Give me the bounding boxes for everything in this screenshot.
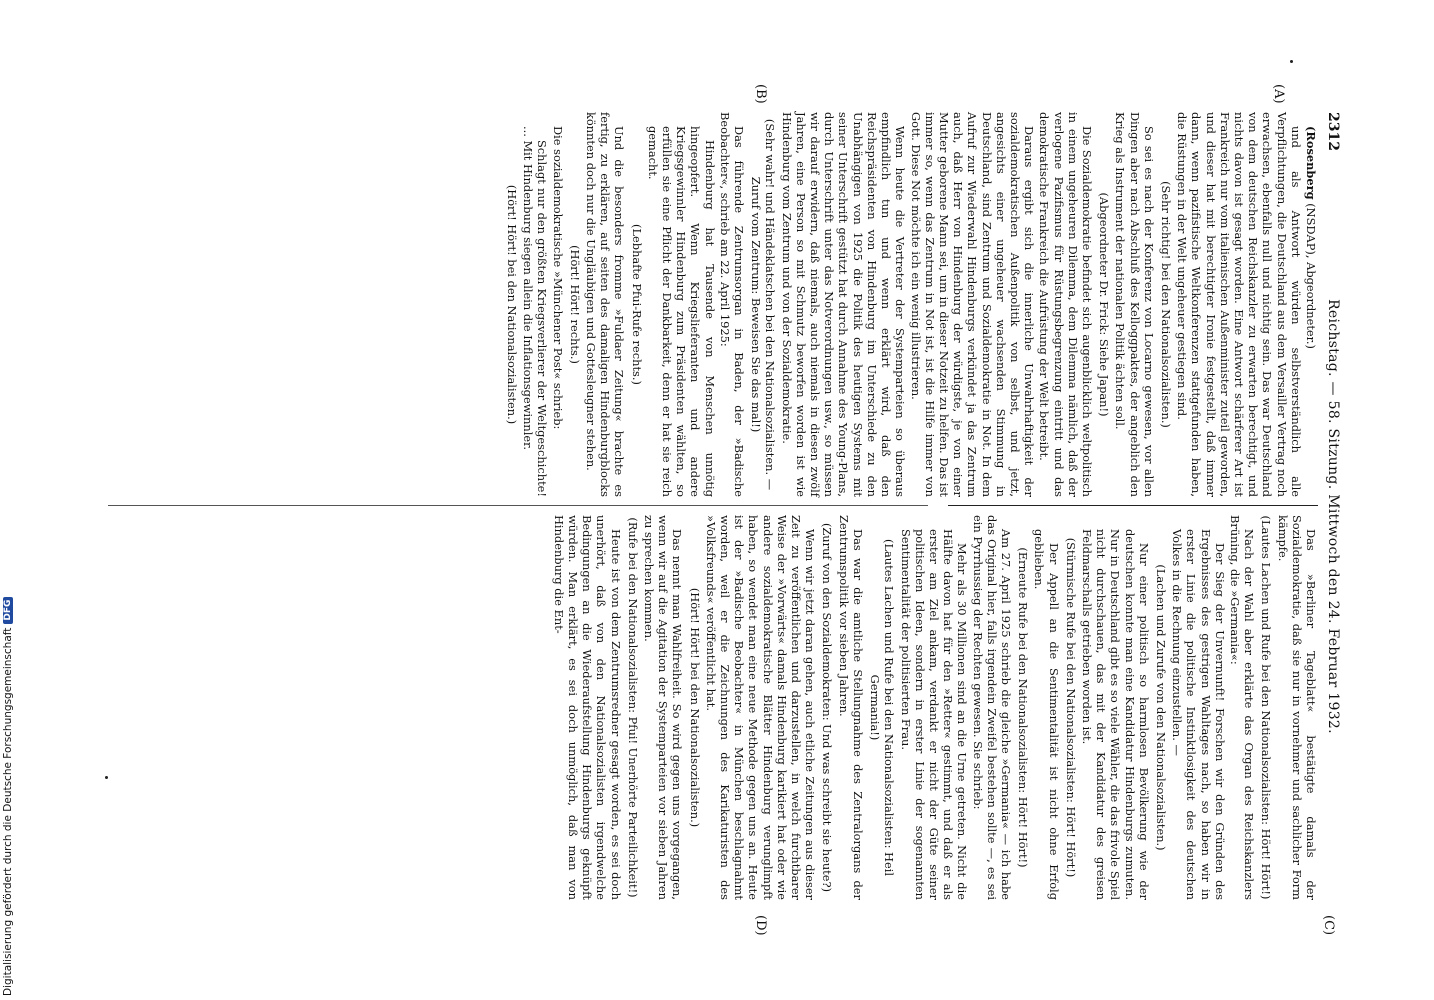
paragraph-text: Heute ist von dem Zentrumsredner gesagt worden, es sei doch unerhört, daß von den Nationalsozialisten irgendwelche Bedingungen an die Wiederaufstellung Hindenburgs geknüpft würden. Man erklärt, es sei doch unmöglich, daß man von Hindenburg die Ent- (551, 515, 623, 900)
speech-paragraph (1275, 515, 1318, 900)
right-column (551, 515, 1318, 900)
paragraph-text: Die sozialdemokratische »Münchener Post« schrieb: (550, 126, 565, 430)
paragraph-text: (Lachen und Zurufe von den Nationalsozialisten.) (1153, 564, 1168, 851)
stage-direction (626, 515, 640, 900)
stage-direction (820, 515, 834, 900)
page-header (1322, 112, 1344, 912)
paragraph-text: Wenn wir jetzt daran gehen, auch etliche Zeitungen aus dieser Zeit zu veröffentlichen und darzustellen, in welch furchtbarer Weise der »Vorwärts« damals Hindenburg karikiert hat oder wie andere sozialdemokratische Blätter Hindenburg verunglimpft haben, so wendet man eine neue Methode gegen uns an. Heute ist der »Badische Beobachter« in München beschlagnahmt worden, weil er die Zeichnungen des Karikaturisten des »Volksfreunds« veröffentlicht hat. (703, 515, 818, 900)
paragraph-text: (Stürmische Rufe bei den Nationalsozialisten: Hört! Hört!) (1063, 537, 1078, 878)
paragraph-text: (Hört! Hört! bei den Nationalsozialisten.) (687, 587, 702, 828)
margin-mark-a: (A) (1271, 84, 1286, 104)
paragraph-text: Der Sieg der Unvernunft! Forschen wir den Gründen des Ergebnisses des gestrigen Wahltages nach, so haben wir in erster Linie die politische Instinktlosigkeit des deutschen Volkes in die Rechnung einzustellen. — (1170, 529, 1227, 900)
margin-mark-c: (C) (1321, 915, 1336, 936)
paragraph-text: (Erneute Rufe bei den Nationalsozialisten: Hört! Hört!) (1016, 547, 1031, 868)
page-title: Reichstag. — 58. Sitzung. Mittwoch den 24. Februar 1932. (1325, 299, 1341, 734)
speech-paragraph (1037, 112, 1094, 497)
paragraph-text: Hindenburg hat Tausende von Menschen unnötig hingeopfert. Wenn Kriegslieferanten und andere Kriegsgewinnler Hindenburg zum Präsidenten wählten, so erfüllen sie eine Pflicht der Dankbarkeit, denn er hat sie reich gemacht. (645, 126, 717, 497)
stage-direction (1064, 515, 1078, 900)
scan-speck (1290, 60, 1293, 63)
paragraph-text: So sei es nach der Konferenz von Locarno gewesen, vor allen Dingen aber nach Abschluß des Kelloggpaktes, der angeblich den Krieg als Instrument der nationalen Politik ächten soll. (1113, 112, 1156, 497)
speech-paragraph (642, 515, 685, 900)
stage-direction (1097, 112, 1111, 497)
quoted-passage (898, 515, 969, 900)
dfg-logo: DFG (3, 597, 13, 624)
paragraph-text: Nur einer politisch so harmlosen Bevölkerung wie der deutschen konnte man eine Kandidatur Hindenburgs zumuten. Nur in Deutschland gibt es so viele Wähler, die das frivole Spiel nicht durchschauen, das mit der Kandidatur des greisen Feldmarschalls getrieben worden ist. (1079, 529, 1151, 900)
speech-paragraph (584, 112, 627, 497)
stage-direction (1154, 515, 1168, 900)
margin-mark-d: (D) (753, 915, 768, 936)
stage-direction (1016, 515, 1030, 900)
page-number: 2312 (1325, 112, 1341, 151)
left-column (502, 112, 1318, 497)
paragraph-text: Das führende Zentrumsorgan in Baden, der »Badische Beobachter«, schrieb am 22. April 1925: (717, 112, 747, 497)
paragraph-text: (Lebhafte Pfui-Rufe rechts.) (629, 224, 644, 385)
paragraph-text: (Hört! Hört! rechts.) (567, 245, 582, 364)
column-divider (948, 505, 1318, 506)
speech-paragraph (704, 515, 818, 900)
stage-direction (1259, 515, 1273, 900)
margin-mark-b: (B) (753, 84, 768, 104)
paragraph-text: Daraus ergibt sich die innerliche Unwahrhaftigkeit der sozialdemokratischen Außenpolitik von selbst, und jetzt, angesichts einer ungeheuer wachsenden Stimmung in Deutschland, sind Zentrum und Sozialdemokratie in Not. In dem Aufruf zur Wiederwahl Hindenburgs verkündet ja das Zentrum auch, daß Herr von Hindenburg der würdigste, je von einer Mutter geborene Mann sei, um in dieser Notzeit zu helfen. Das ist immer so, wenn das Zentrum in Not ist, ist die Hilfe immer von Gott. Diese Not möchte ich ein wenig illustrieren. (908, 112, 1037, 497)
speech-paragraph (1175, 112, 1303, 497)
stage-direction (568, 112, 582, 497)
stage-direction (868, 515, 896, 900)
speech-paragraph (908, 112, 1036, 497)
credit-text: Digitalisierung gefördert durch die Deutsche Forschungsgemeinschaft (2, 627, 14, 996)
paragraph-text: (Sehr richtig! bei den Nationalsozialisten.) (1158, 181, 1173, 428)
speech-paragraph (970, 515, 1013, 900)
stage-direction (629, 112, 643, 497)
speech-paragraph (1304, 112, 1318, 497)
paragraph-text: und als Antwort würden selbstverständlich alle Verpflichtungen, die Deutschland aus dem Versailler Vertrag noch erwachsen, ebenfalls null und nichtig sein. Das war Deutschland von dem deutschen Reichskanzler zu erwarten berechtigt, und nichts davon ist gesagt worden. Eine Antwort schärferer Art ist Frankreich nur vom italienischen Außenminister zuteil geworden, und dieser hat mit berechtigter Ironie festgestellt, daß immer dann, wenn pazifistische Weltkonferenzen stattgefunden haben, die Rüstungen in der Welt ungeheuer gestiegen sind. (1175, 112, 1303, 497)
paragraph-text: Das »Berliner Tageblatt« bestätigte damals der Sozialdemokratie, daß sie nur in vornehmer und sachlicher Form kämpfe. (1275, 515, 1318, 900)
paragraph-text: (Hört! Hört! bei den Nationalsozialisten.) (505, 184, 520, 425)
speech-paragraph (718, 112, 746, 497)
paragraph-text: (Lautes Lachen und Rufe bei den Nationalsozialisten: Heil Germania!) (868, 539, 897, 876)
speech-paragraph (1228, 515, 1256, 900)
speech-paragraph (550, 112, 564, 497)
quoted-passage (521, 112, 549, 497)
speech-paragraph (1113, 112, 1156, 497)
stage-direction (505, 112, 519, 497)
quoted-passage (1032, 515, 1060, 900)
paragraph-text: Das war die amtliche Stellungnahme des Zentralorgans der Zentrumspolitik vor sieben Jahren. (836, 515, 865, 900)
paragraph-text: (Abgeordneter Dr. Frick: Siehe Japan!) (1097, 192, 1112, 417)
paragraph-text: (NSDAP), Abgeordneter.) (1304, 199, 1318, 349)
paragraph-text: Die Sozialdemokratie befindet sich augenblicklich weltpolitisch in einem ungeheuren Dilemma, dem Dilemma nämlich, daß der verlogene Pazifismus für Rüstungsbegrenzung eintritt und das demokratische Frankreich die Aufrüstung der Welt betreibt. (1037, 112, 1094, 497)
paragraph-text: Am 27. April 1925 schrieb die gleiche »Germania« — ich habe das Original hier, falls irgendein Zweifel bestehen sollte —, es sei ein Pyrrhussieg der Rechten gewesen. Sie schrieb: (970, 515, 1013, 900)
paragraph-text: Der Appell an die Sentimentalität ist nicht ohne Erfolg geblieben. (1032, 529, 1061, 900)
rotated-document-page (18, 0, 1348, 1000)
paragraph-text: (Lautes Lachen und Rufe bei den Nationalsozialisten: Hört! Hört!) (1259, 515, 1274, 900)
digitization-credit (2, 597, 14, 996)
stage-direction (687, 515, 701, 900)
paragraph-text: Das nennt man Wahlfreiheit. So wird gegen uns vorgegangen, wenn wir auf die Agitation der Systemparteien vor sieben Jahren zu sprechen kommen. (642, 515, 685, 900)
column-divider-lower (108, 505, 928, 506)
paragraph-text: (Zuruf von den Sozialdemokraten: Und was schreibt sie heute?) (820, 522, 835, 893)
scan-speck (105, 776, 108, 779)
paragraph-text: (Sehr wahr! und Händeklatschen bei den Nationalsozialisten. — Zuruf vom Zentrum: Beweisen Sie das mal!) (749, 118, 778, 491)
paragraph-text: (Rufe bei den Nationalsozialisten: Pfui! Unerhörte Parteilichkeit!) (625, 517, 640, 898)
quoted-passage (1170, 515, 1227, 900)
speech-paragraph (837, 515, 865, 900)
quoted-passage (1080, 515, 1151, 900)
paragraph-text: Nach der Wahl aber erklärte das Organ des Reichskanzlers Brüning, die »Germania«: (1227, 515, 1257, 900)
speaker-name: (Rosenberg (1304, 126, 1318, 200)
speech-paragraph (552, 515, 623, 900)
speech-paragraph (779, 112, 907, 497)
paragraph-text: Und die besonders fromme »Fuldaer Zeitung« brachte es fertig, zu erklären, auf seiten des damaligen Hindenburgblocks könnten doch nur die Ungläubigen und Gottesleugner stehen. (584, 112, 627, 497)
quoted-passage (646, 112, 717, 497)
stage-direction (1159, 112, 1173, 497)
paragraph-text: Schlagt nur den größten Kriegsverlierer der Weltgeschichte! ... Mit Hindenburg siegen allein die Inflationsgewinnler. (521, 126, 550, 497)
stage-direction (749, 112, 777, 497)
paragraph-text: Mehr als 30 Millionen sind an die Urne getreten. Nicht die Hälfte davon hat für den »Retter« gestimmt, und daß er als erster am Ziel ankam, verdankt er nicht der Güte seiner politischen Ideen, sondern in erster Linie der sogenannten Sentimentalität der politisierten Frau. (898, 529, 970, 900)
paragraph-text: Wenn heute die Vertreter der Systemparteien so überaus empfindlich tun und wenn erklärt wird, daß den Reichspräsidenten von Hindenburg im Unterschiede zu den Unabhängigen von 1925 die Politik des heutigen Systems mit seiner Unterschrift gestützt hat durch Annahme des Young-Plans, durch Unterschrift unter das Notverordnungen usw., so müssen wir darauf erwidern, daß niemals, auch niemals in diesen zwölf Jahren, eine Person so mit Schmutz beworfen worden ist wie Hindenburg vom Zentrum und von der Sozialdemokratie. (779, 112, 908, 497)
